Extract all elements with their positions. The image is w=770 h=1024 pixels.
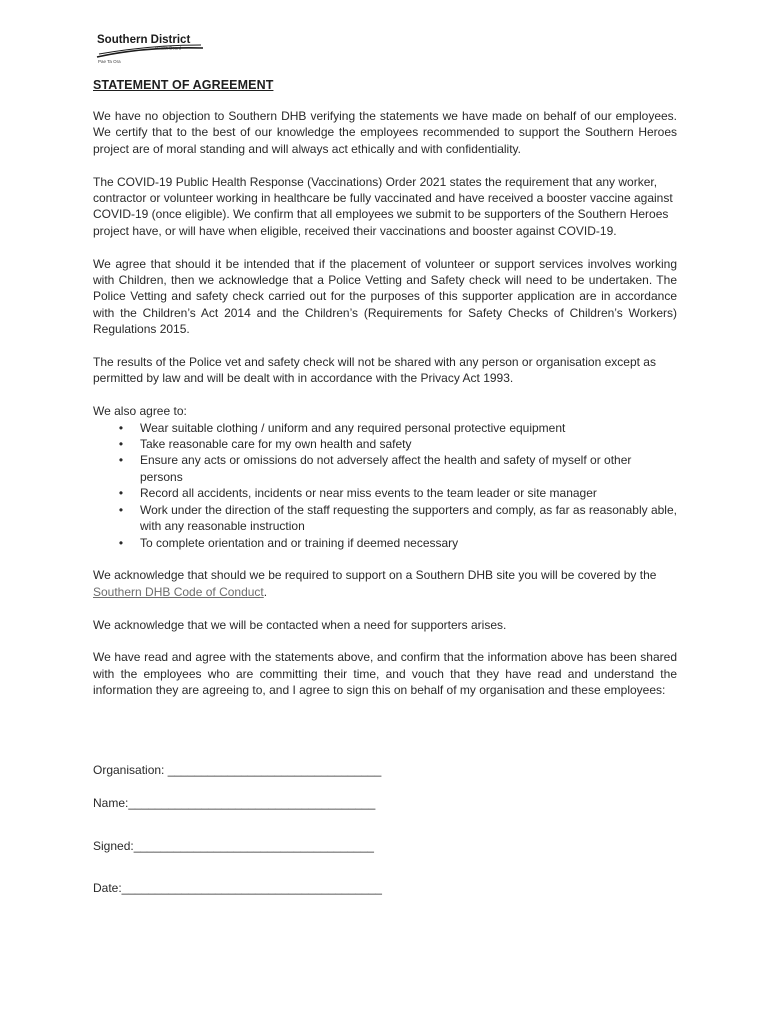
page-title: STATEMENT OF AGREEMENT xyxy=(93,78,274,92)
list-item xyxy=(93,452,677,485)
list-item-text: Wear suitable clothing / uniform and any required personal protective equipment xyxy=(140,420,566,435)
paragraph-police-vetting: We agree that should it be intended that if the placement of volunteer or support services involves working with Children, then we acknowledge that a Police Vetting and Safety check will need to be undertaken. The Police Vetting and safety check carried out for the purposes of this supporter application are in accordance with the Children’s Act 2014 and the Children’s (Requirements for Safety Checks of Children’s Workers) Regulations 2015. xyxy=(93,256,677,337)
bullet-icon: • xyxy=(118,502,124,517)
paragraph-covid-vaccination: The COVID-19 Public Health Response (Vaccinations) Order 2021 states the requirement that any worker, contractor or volunteer working in healthcare be fully vaccinated and have received a booster vaccine against COVID-19 (once eligible). We confirm that all employees we submit to be supporters of the Southern Heroes project have, or will have when eligible, received their vaccinations and booster against COVID-19. xyxy=(93,174,673,238)
list-item xyxy=(93,535,677,551)
bullet-icon: • xyxy=(118,420,124,435)
date-field[interactable]: Date:_______________________________________ xyxy=(93,881,382,895)
code-of-conduct-period: . xyxy=(263,584,268,599)
logo-wave-icon xyxy=(97,45,203,57)
logo-text: Southern District xyxy=(97,34,191,46)
signed-field[interactable]: Signed:____________________________________ xyxy=(93,839,374,853)
agreement-list xyxy=(93,420,677,551)
paragraph-privacy: The results of the Police vet and safety check will not be shared with any person or organisation except as permitted by law and will be dealt with in accordance with the Privacy Act 1993. xyxy=(93,355,656,386)
name-field[interactable]: Name:_____________________________________ xyxy=(93,796,376,810)
bullet-icon: • xyxy=(118,437,124,452)
southern-district-logo xyxy=(93,30,208,66)
list-item xyxy=(93,420,677,436)
code-of-conduct-link[interactable]: Southern DHB Code of Conduct xyxy=(93,584,264,599)
code-of-conduct-text: We acknowledge that should we be required to support on a Southern DHB site you will be covered by the xyxy=(93,568,657,583)
list-item xyxy=(93,436,677,452)
list-item xyxy=(93,485,677,501)
logo-subtext: Health Board xyxy=(155,45,182,51)
bullet-icon: • xyxy=(118,486,124,501)
paragraph-code-of-conduct xyxy=(93,567,677,600)
list-item-text: Work under the direction of the staff requesting the supporters and comply, as far as reasonably able, with any reasonable instruction xyxy=(140,502,677,534)
bullet-icon: • xyxy=(118,535,124,550)
organisation-field[interactable]: Organisation: ________________________________ xyxy=(93,763,382,777)
logo-tagline: Pae Ta Ora xyxy=(98,59,121,64)
bullet-icon: • xyxy=(118,453,124,468)
list-item-text: Take reasonable care for my own health and safety xyxy=(140,437,412,452)
list-item-text: To complete orientation and or training if deemed necessary xyxy=(140,535,459,550)
document-body xyxy=(93,108,677,715)
list-item xyxy=(93,502,677,535)
paragraph-also-agree: We also agree to: xyxy=(93,404,187,419)
paragraph-contact: We acknowledge that we will be contacted when a need for supporters arises. xyxy=(93,617,507,632)
logo-graphic xyxy=(93,30,208,66)
list-item-text: Record all accidents, incidents or near miss events to the team leader or site manager xyxy=(140,486,597,501)
list-item-text: Ensure any acts or omissions do not adversely affect the health and safety of myself or other persons xyxy=(140,453,632,484)
paragraph-confirmation: We have read and agree with the statements above, and confirm that the information above has been shared with the employees who are committing their time, and vouch that they have read and understand the information they are agreeing to, and I agree to sign this on behalf of my organisation and these employees: xyxy=(93,650,677,698)
paragraph-verification: We have no objection to Southern DHB verifying the statements we have made on behalf of our employees. We certify that to the best of our knowledge the employees recommended to support the Southern Heroes project are of moral standing and will always act ethically and with confidentiality. xyxy=(93,109,677,156)
